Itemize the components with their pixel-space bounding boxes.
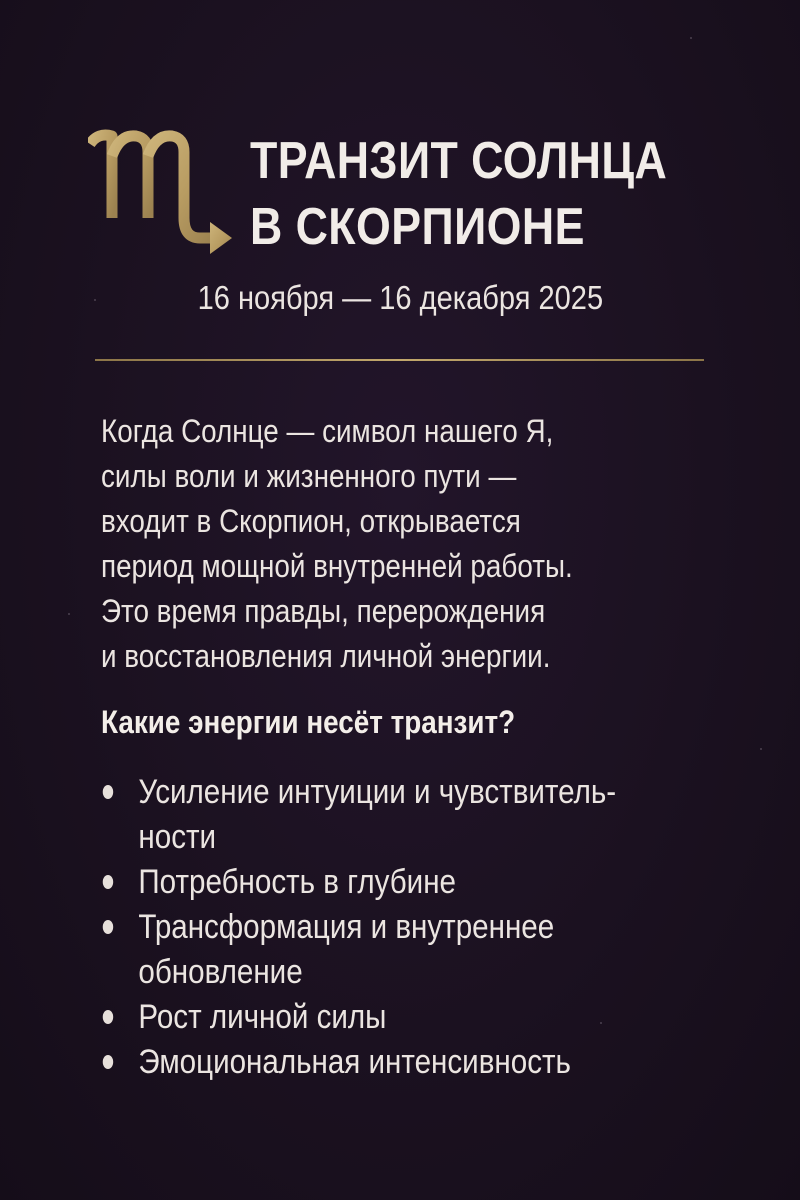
intro-line: силы воли и жизненного пути —	[101, 458, 517, 494]
page-title	[250, 128, 706, 260]
energy-list	[101, 770, 701, 1085]
list-item-text: Трансформация и внутреннее	[138, 908, 555, 946]
intro-line: входит в Скорпион, открывается	[101, 503, 521, 539]
title-line-1: ТРАНЗИТ СОЛНЦА	[250, 132, 668, 190]
intro-paragraph	[101, 409, 701, 679]
scorpio-sign-icon	[88, 122, 236, 262]
bullet-dot-icon	[103, 920, 113, 934]
section-heading: Какие энергии несёт транзит?	[101, 704, 516, 740]
list-item-text: Потребность в глубине	[138, 863, 457, 901]
date-range	[0, 276, 800, 320]
list-item-text: Рост личной силы	[138, 998, 387, 1036]
intro-line: Это время правды, перерождения	[101, 593, 546, 629]
gold-divider	[95, 359, 704, 361]
date-range-text: 16 ноября — 16 декабря 2025	[197, 279, 603, 316]
list-item	[101, 995, 701, 1040]
list-item	[101, 770, 701, 860]
intro-line: и восстановления личной энергии.	[101, 638, 551, 674]
bullet-dot-icon	[103, 1055, 113, 1069]
background-speck	[690, 37, 692, 39]
bullet-dot-icon	[103, 1010, 113, 1024]
list-item	[101, 1040, 701, 1085]
list-item-text-continued: обновление	[138, 953, 303, 991]
intro-line: Когда Солнце — символ нашего Я,	[101, 413, 554, 449]
title-line-2: В СКОРПИОНЕ	[250, 198, 585, 256]
list-item-text-continued: ности	[138, 818, 217, 856]
background-speck	[68, 613, 70, 615]
intro-line: период мощной внутренней работы.	[101, 548, 573, 584]
list-item	[101, 905, 701, 995]
list-item	[101, 860, 701, 905]
bullet-dot-icon	[103, 785, 113, 799]
list-item-text: Усиление интуиции и чувствитель-	[138, 773, 617, 811]
list-item-text: Эмоциональная интенсивность	[138, 1043, 571, 1081]
bullet-dot-icon	[103, 875, 113, 889]
background-speck	[760, 748, 762, 750]
